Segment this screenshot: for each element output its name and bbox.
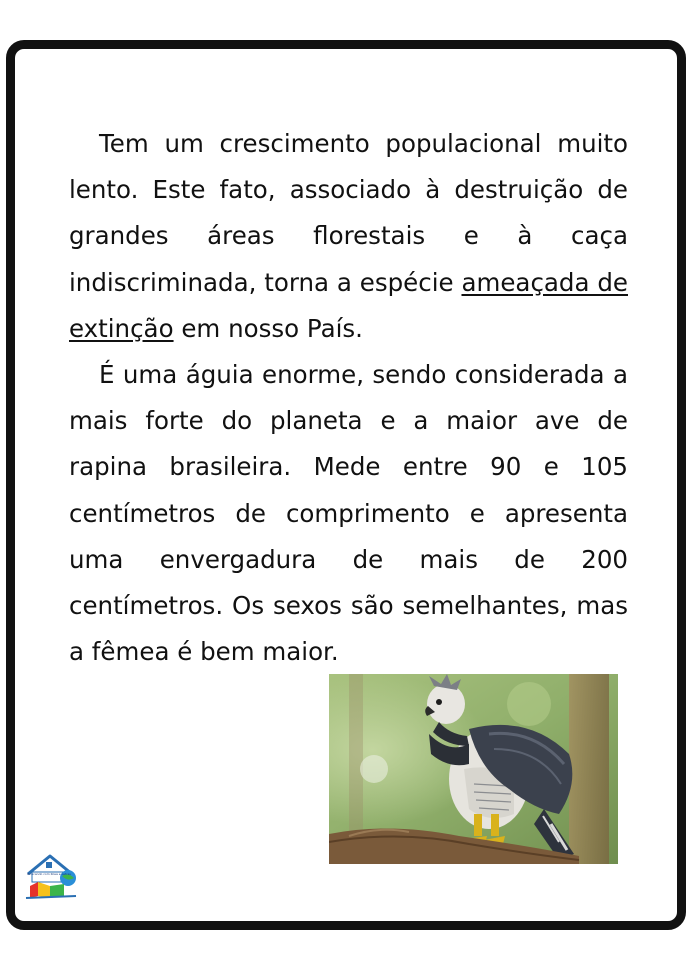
- eagle-illustration: [329, 674, 618, 864]
- paragraph-1-start: Tem um crescimento populacional muito lento. Este fato, associado à destruição de grandes áreas florestais e à caça indiscriminada, torna a espécie: [69, 129, 628, 297]
- harpy-eagle-photo: [329, 674, 618, 864]
- underlined-phrase: ameaçada de extinção: [69, 267, 628, 343]
- paragraph-2: É uma águia enorme, sendo considerada a mais forte do planeta e a maior ave de rapina brasileira. Mede entre 90 e 105 centímetros de comprimento e apresenta uma envergadura de mais de 200 centímetros. Os sexos são semelhantes, mas a fêmea é bem maior.: [69, 360, 628, 667]
- logo-caption: Brincando com Rosa e Letras: [27, 872, 71, 876]
- logo: [24, 852, 80, 900]
- body-text: [69, 121, 628, 675]
- paragraph-1-end: em nosso País.: [173, 313, 363, 343]
- house-logo-icon: [24, 852, 80, 900]
- paragraph-1: [69, 121, 628, 352]
